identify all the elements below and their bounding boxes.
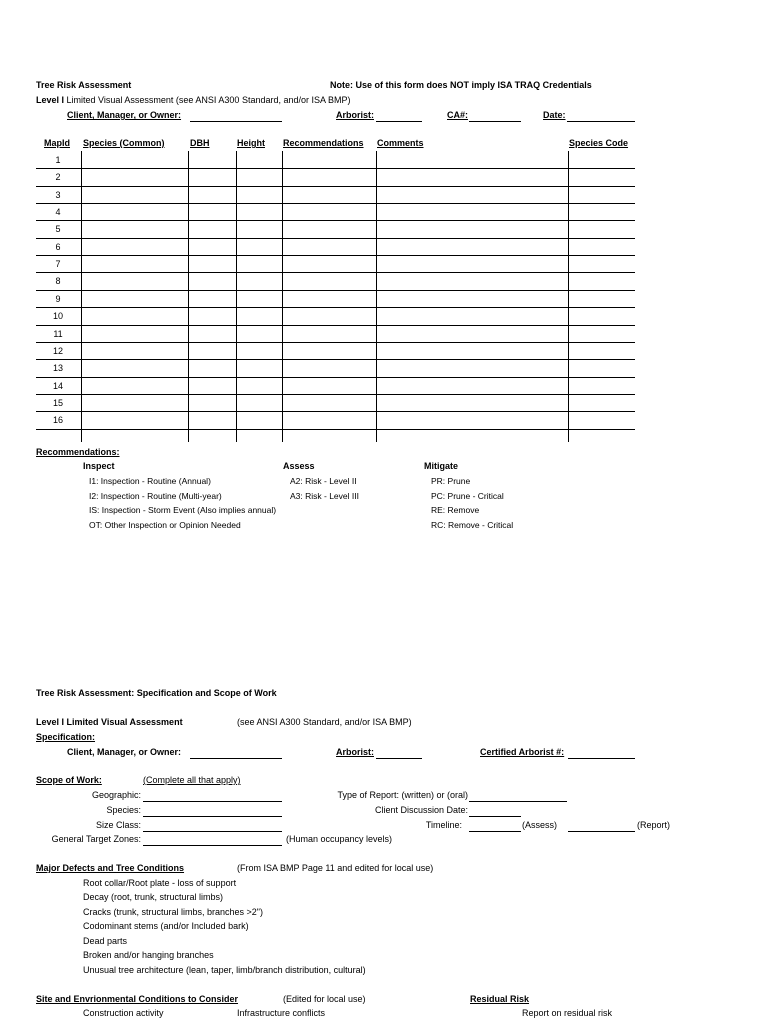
scope-note: (Complete all that apply) xyxy=(143,775,241,785)
occupancy-note: (Human occupancy levels) xyxy=(286,834,393,844)
table-row-divider xyxy=(36,411,635,412)
geographic-label: Geographic: xyxy=(91,790,141,800)
table-row-divider xyxy=(36,186,635,187)
table-row-divider xyxy=(36,220,635,221)
table-column-divider xyxy=(376,151,377,442)
mitigate-item: RC: Remove - Critical xyxy=(431,520,514,530)
table-row-mapid: 1 xyxy=(55,155,61,165)
table-row-divider xyxy=(36,394,635,395)
residual-risk-title: Residual Risk xyxy=(470,994,530,1004)
timeline-assess-field[interactable] xyxy=(469,820,521,832)
site-condition-item: Construction activity xyxy=(83,1008,164,1018)
recommendations-title: Recommendations: xyxy=(36,447,120,457)
inspect-item: I1: Inspection - Routine (Annual) xyxy=(89,476,211,486)
client-field[interactable] xyxy=(190,110,282,122)
species-field[interactable] xyxy=(143,805,282,817)
target-zones-label: General Target Zones: xyxy=(51,834,141,844)
date-label: Date: xyxy=(543,110,566,120)
inspect-item: OT: Other Inspection or Opinion Needed xyxy=(89,520,241,530)
table-row-mapid: 13 xyxy=(52,363,63,373)
table-row-mapid: 11 xyxy=(53,329,63,339)
table-row-mapid: 16 xyxy=(52,415,63,425)
ca-field[interactable] xyxy=(469,110,521,122)
spec-arborist-field[interactable] xyxy=(376,747,422,759)
col-header-mapid: MapId xyxy=(44,138,70,148)
size-class-field[interactable] xyxy=(143,820,282,832)
col-header-comments: Comments xyxy=(377,138,424,148)
spec-level-note: (see ANSI A300 Standard, and/or ISA BMP) xyxy=(237,717,412,727)
assess-title: Assess xyxy=(283,461,315,471)
col-header-height: Height xyxy=(237,138,265,148)
defects-note: (From ISA BMP Page 11 and edited for local use) xyxy=(237,863,434,873)
timeline-report-field[interactable] xyxy=(568,820,635,832)
spec-form-title: Tree Risk Assessment: Specification and Scope of Work xyxy=(36,688,277,698)
defect-item: Cracks (trunk, structural limbs, branches >2") xyxy=(83,907,263,917)
discussion-date-label: Client Discussion Date: xyxy=(374,805,468,815)
table-row-divider xyxy=(36,377,635,378)
table-row-divider xyxy=(36,168,635,169)
species-label: Species: xyxy=(106,805,141,815)
spec-client-field[interactable] xyxy=(190,747,282,759)
table-row-mapid: 10 xyxy=(52,311,63,321)
mitigate-item: PC: Prune - Critical xyxy=(431,491,504,501)
target-zones-field[interactable] xyxy=(143,834,282,846)
table-column-divider xyxy=(81,151,82,442)
table-row-mapid: 7 xyxy=(55,259,61,269)
table-column-divider xyxy=(282,151,283,442)
table-row-divider xyxy=(36,203,635,204)
defect-item: Codominant stems (and/or Included bark) xyxy=(83,921,249,931)
assess-item: A2: Risk - Level II xyxy=(290,476,357,486)
defect-item: Root collar/Root plate - loss of support xyxy=(83,878,237,888)
certified-arborist-field[interactable] xyxy=(568,747,635,759)
table-row-mapid: 2 xyxy=(55,172,61,182)
report-type-field[interactable] xyxy=(469,790,567,802)
assess-item: A3: Risk - Level III xyxy=(290,491,359,501)
table-column-divider xyxy=(236,151,237,442)
table-row-divider xyxy=(36,238,635,239)
mitigate-item: PR: Prune xyxy=(431,476,471,486)
table-row-mapid: 3 xyxy=(55,190,61,200)
table-row-divider xyxy=(36,272,635,273)
inspect-item: IS: Inspection - Storm Event (Also implies annual) xyxy=(89,505,277,515)
table-row-mapid: 5 xyxy=(55,224,61,234)
timeline-label: Timeline: xyxy=(425,820,462,830)
table-row-mapid: 6 xyxy=(55,242,61,252)
defect-item: Dead parts xyxy=(83,936,128,946)
col-header-dbh: DBH xyxy=(190,138,210,148)
defect-item: Unusual tree architecture (lean, taper, limb/branch distribution, cultural) xyxy=(83,965,366,975)
table-row-divider xyxy=(36,307,635,308)
specification-label: Specification: xyxy=(36,732,96,742)
table-column-divider xyxy=(568,151,569,442)
scope-title: Scope of Work: xyxy=(36,775,102,785)
spec-client-label: Client, Manager, or Owner: xyxy=(67,747,182,757)
table-row-divider xyxy=(36,255,635,256)
site-conditions-title: Site and Envrionmental Conditions to Consider xyxy=(36,994,239,1004)
date-field[interactable] xyxy=(567,110,635,122)
residual-risk-item: Report on residual risk xyxy=(522,1008,613,1018)
report-type-label: Type of Report: (written) or (oral) xyxy=(337,790,468,800)
site-conditions-note: (Edited for local use) xyxy=(283,994,366,1004)
form-title: Tree Risk Assessment xyxy=(36,80,132,90)
col-header-species-code: Species Code xyxy=(569,138,629,148)
client-label: Client, Manager, or Owner: xyxy=(67,110,182,120)
spec-level: Level I Limited Visual Assessment xyxy=(36,717,183,727)
table-column-divider xyxy=(188,151,189,442)
mitigate-item: RE: Remove xyxy=(431,505,480,515)
defect-item: Broken and/or hanging branches xyxy=(83,950,214,960)
discussion-date-field[interactable] xyxy=(469,805,521,817)
table-row-divider xyxy=(36,359,635,360)
table-row-mapid: 8 xyxy=(55,276,61,286)
level-line xyxy=(36,94,351,106)
inspect-title: Inspect xyxy=(83,461,115,471)
defects-title: Major Defects and Tree Conditions xyxy=(36,863,185,873)
geographic-field[interactable] xyxy=(143,790,282,802)
table-row-mapid: 4 xyxy=(55,207,61,217)
table-row-divider xyxy=(36,429,635,430)
timeline-report-note: (Report) xyxy=(637,820,671,830)
table-row-mapid: 12 xyxy=(52,346,63,356)
mitigate-title: Mitigate xyxy=(424,461,459,471)
inspect-item: I2: Inspection - Routine (Multi-year) xyxy=(89,491,222,501)
arborist-field[interactable] xyxy=(376,110,422,122)
table-row-divider xyxy=(36,290,635,291)
level-description: Limited Visual Assessment (see ANSI A300 Standard, and/or ISA BMP) xyxy=(64,95,351,105)
size-class-label: Size Class: xyxy=(95,820,141,830)
table-row-divider xyxy=(36,325,635,326)
col-header-recommendations: Recommendations xyxy=(283,138,364,148)
table-row-divider xyxy=(36,342,635,343)
credentials-note: Note: Use of this form does NOT imply ISA TRAQ Credentials xyxy=(330,80,592,90)
arborist-label: Arborist: xyxy=(336,110,374,120)
table-row-mapid: 9 xyxy=(55,294,61,304)
timeline-assess-note: (Assess) xyxy=(522,820,558,830)
certified-arborist-label: Certified Arborist #: xyxy=(480,747,565,757)
defect-item: Decay (root, trunk, structural limbs) xyxy=(83,892,224,902)
col-header-species: Species (Common) xyxy=(83,138,165,148)
table-row-mapid: 15 xyxy=(52,398,63,408)
site-condition-item: Infrastructure conflicts xyxy=(237,1008,326,1018)
level-label: Level I xyxy=(36,95,65,105)
table-row-mapid: 14 xyxy=(52,381,63,391)
spec-arborist-label: Arborist: xyxy=(336,747,374,757)
ca-label: CA#: xyxy=(447,110,469,120)
